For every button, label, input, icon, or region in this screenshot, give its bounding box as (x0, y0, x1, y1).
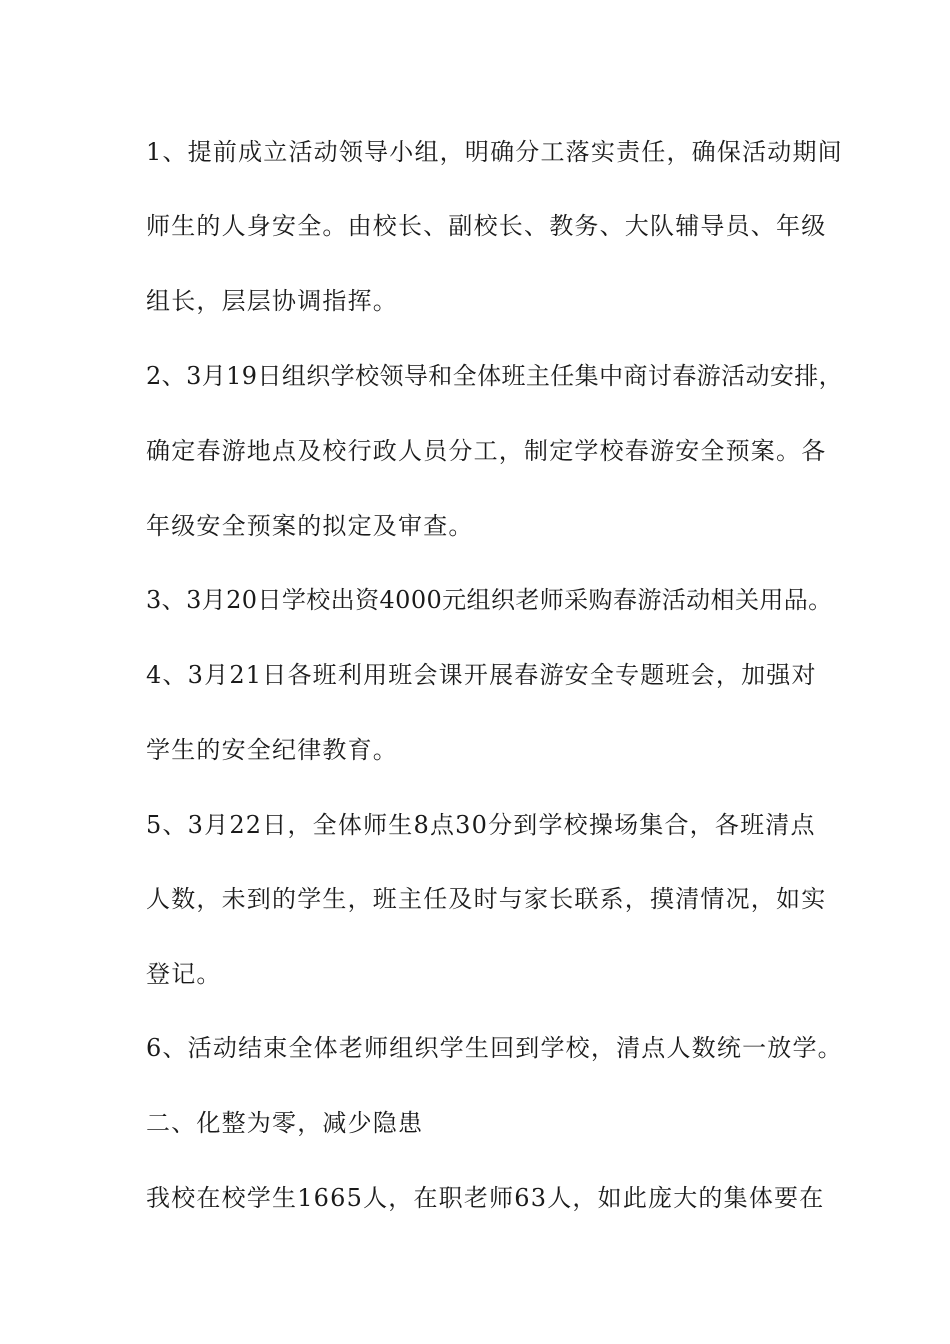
text-line: 师生的人身安全。由校长、副校长、教务、大队辅导员、年级 (146, 212, 827, 240)
text-line: 学生的安全纪律教育。 (146, 736, 398, 764)
text-line: 确定春游地点及校行政人员分工，制定学校春游安全预案。各 (146, 437, 827, 465)
text-line: 年级安全预案的拟定及审查。 (146, 512, 474, 540)
text-line: 2、3月19日组织学校领导和全体班主任集中商讨春游活动安排， (146, 362, 844, 390)
text-line: 登记。 (146, 960, 222, 988)
text-line: 4、3月21日各班利用班会课开展春游安全专题班会，加强对 (146, 661, 817, 689)
section-heading: 二、化整为零，减少隐患 (146, 1109, 424, 1137)
text-line: 6、活动结束全体老师组织学生回到学校，清点人数统一放学。 (146, 1034, 843, 1062)
text-line: 人数，未到的学生，班主任及时与家长联系，摸清情况，如实 (146, 885, 827, 913)
text-line: 组长，层层协调指挥。 (146, 287, 398, 315)
text-line: 3、3月20日学校出资4000元组织老师采购春游活动相关用品。 (146, 586, 833, 614)
text-line: 1、提前成立活动领导小组，明确分工落实责任，确保活动期间 (146, 138, 843, 166)
text-line: 我校在校学生1665人，在职老师63人，如此庞大的集体要在 (146, 1184, 825, 1212)
text-line: 5、3月22日，全体师生8点30分到学校操场集合，各班清点 (146, 811, 816, 839)
